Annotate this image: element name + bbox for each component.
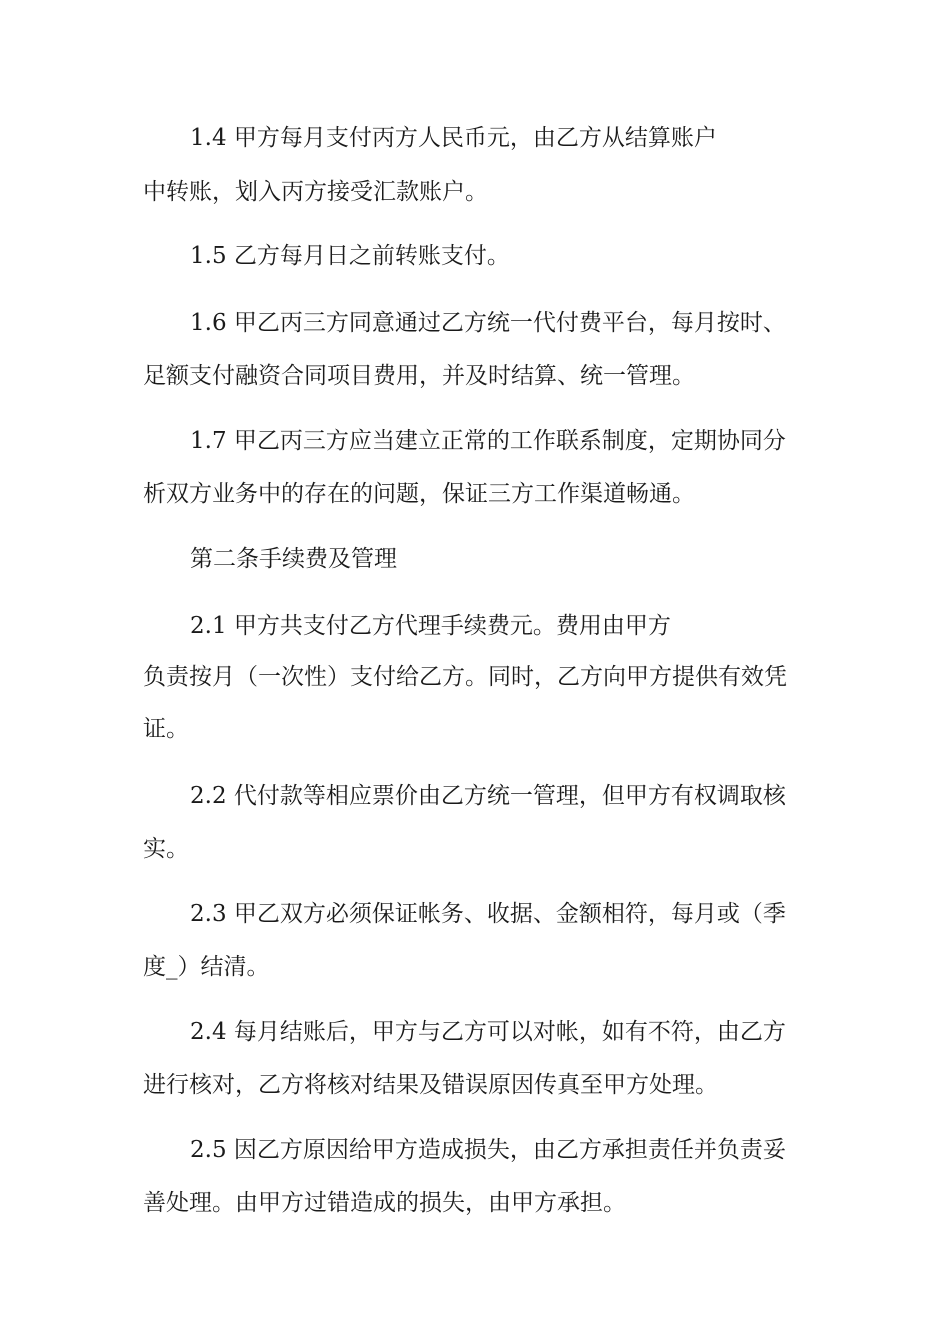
paragraph-1-6-line-1: 1.6 甲乙丙三方同意通过乙方统一代付费平台，每月按时、	[190, 310, 786, 336]
paragraph-2-2-line-1: 2.2 代付款等相应票价由乙方统一管理，但甲方有权调取核	[190, 783, 786, 809]
paragraph-1-4-line-1: 1.4 甲方每月支付丙方人民币元，由乙方从结算账户	[190, 125, 717, 151]
paragraph-2-4-line-1: 2.4 每月结账后，甲方与乙方可以对帐，如有不符，由乙方	[190, 1019, 786, 1045]
paragraph-1-4-line-2: 中转账，划入丙方接受汇款账户。	[143, 179, 488, 205]
paragraph-2-5-line-2: 善处理。由甲方过错造成的损失，由甲方承担。	[143, 1190, 626, 1216]
paragraph-1-5-line-1: 1.5 乙方每月日之前转账支付。	[190, 243, 510, 269]
paragraph-2-3-line-2: 度_）结清。	[143, 954, 270, 980]
paragraph-2-3-line-1: 2.3 甲乙双方必须保证帐务、收据、金额相符，每月或（季	[190, 901, 786, 927]
paragraph-2-2-line-2: 实。	[143, 836, 189, 862]
paragraph-2-1-line-1: 2.1 甲方共支付乙方代理手续费元。费用由甲方	[190, 613, 671, 639]
section-heading-article-2: 第二条手续费及管理	[190, 546, 397, 572]
paragraph-1-7-line-2: 析双方业务中的存在的问题，保证三方工作渠道畅通。	[143, 481, 695, 507]
paragraph-2-4-line-2: 进行核对，乙方将核对结果及错误原因传真至甲方处理。	[143, 1072, 718, 1098]
paragraph-1-6-line-2: 足额支付融资合同项目费用，并及时结算、统一管理。	[143, 363, 695, 389]
paragraph-2-5-line-1: 2.5 因乙方原因给甲方造成损失，由乙方承担责任并负责妥	[190, 1137, 786, 1163]
paragraph-2-1-line-2: 负责按月（一次性）支付给乙方。同时，乙方向甲方提供有效凭	[143, 664, 787, 690]
paragraph-2-1-line-3: 证。	[143, 716, 189, 742]
paragraph-1-7-line-1: 1.7 甲乙丙三方应当建立正常的工作联系制度，定期协同分	[190, 428, 786, 454]
